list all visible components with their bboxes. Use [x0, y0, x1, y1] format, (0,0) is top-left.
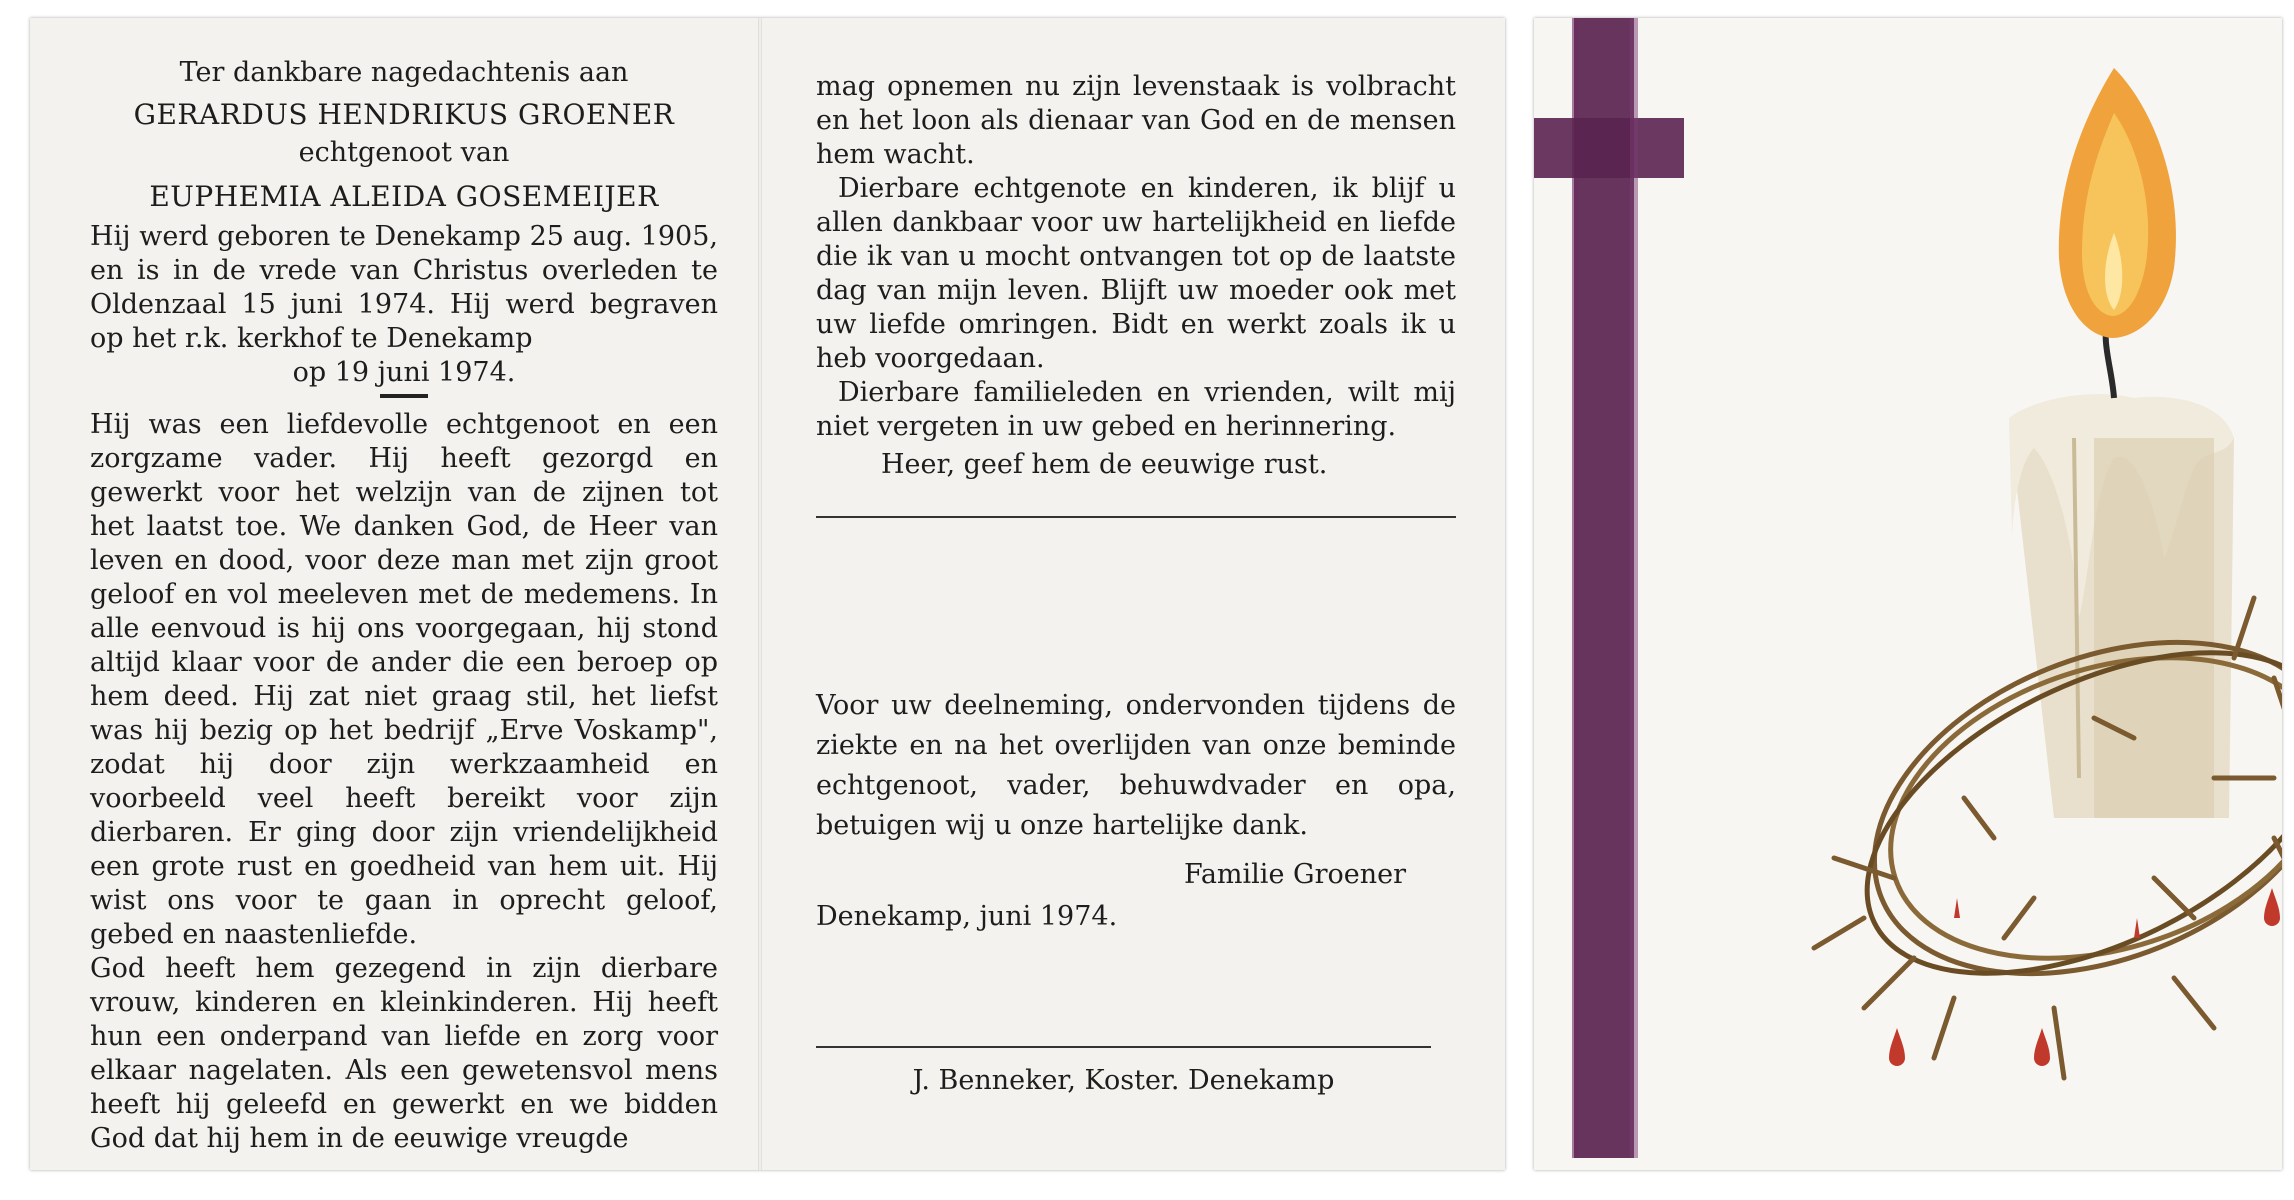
- place-date: Denekamp, juni 1974.: [816, 901, 1118, 932]
- message-friends: Dierbare familieleden en vrienden, wilt mij niet vergeten in uw gebed en herinnering.: [816, 377, 1456, 442]
- memorial-card-inner: [30, 18, 1505, 1170]
- continuation-text: mag opnemen nu zijn levenstaak is volbracht en het loon als dienaar van God en de mensen hem wacht.: [816, 71, 1456, 170]
- middle-panel: [816, 70, 1456, 1098]
- prayer-line: Heer, geef hem de eeuwige rust.: [881, 449, 1328, 480]
- candle: [2009, 394, 2234, 818]
- family-signature: Familie Groener: [1183, 859, 1406, 890]
- printer-credit: J. Benneker, Koster. Denekamp: [912, 1065, 1335, 1096]
- left-panel: [90, 56, 718, 1156]
- burial-date: op 19 juni 1974.: [292, 357, 516, 388]
- memorial-card-front: [1534, 18, 2282, 1170]
- deceased-name: GERARDUS HENDRIKUS GROENER: [133, 98, 675, 131]
- spouse-intro: echtgenoot van: [298, 137, 510, 168]
- dedication-intro: Ter dankbare nagedachtenis aan: [179, 57, 629, 88]
- thanks-text: Voor uw deelneming, ondervonden tijdens de ziekte en na het overlijden van onze beminde echtgenoot, vader, behuwdvader en opa, betuigen wij u onze hartelijke dank.: [816, 690, 1456, 841]
- birth-death-text: Hij werd geboren te Denekamp 25 aug. 1905, en is in de vrede van Christus overleden te Oldenzaal 15 juni 1974. Hij werd begraven op het r.k. kerkhof te Denekamp: [90, 221, 718, 354]
- tribute-text: Hij was een liefdevolle echtgenoot en een zorgzame vader. Hij heeft gezorgd en gewerkt voor het welzijn van de zijnen tot het laatst toe. We danken God, de Heer van leven en dood, voor deze man met zijn groot geloof en vol meeleven met de medemens. In alle eenvoud is hij ons voorgegaan, hij stond altijd klaar voor de ander die een beroep op hem deed. Hij zat niet graag stil, het liefst was hij bezig op het bedrijf „Erve Voskamp", zodat hij door zijn werkzaamheid en voorbeeld veel heeft bereikt voor zijn dierbaren. Er ging door zijn vriendelijkheid een grote rust en goedheid van hem uit. Hij wist ons voor te gaan in oprecht geloof, gebed en naastenliefde.: [90, 409, 718, 950]
- message-family: Dierbare echtgenote en kinderen, ik blijf u allen dankbaar voor uw hartelijkheid en liefde die ik van u mocht ontvangen tot op de laatste dag van mijn leven. Blijft uw moeder ook met uw liefde omringen. Bidt en werkt zoals ik u heb voorgedaan.: [816, 173, 1456, 374]
- card-fold: [758, 18, 762, 1170]
- flame: [2059, 68, 2176, 398]
- divider-top: [816, 516, 1456, 518]
- tribute-text-2: God heeft hem gezegend in zijn dierbare vrouw, kinderen en kleinkinderen. Hij heeft hun een onderpand van liefde en zorg voor elkaar nagelaten. Als een gewetensvol mens heeft hij geleefd en gewerkt en we bidden God dat hij hem in de eeuwige vreugde: [90, 953, 718, 1154]
- divider-bottom: [816, 1046, 1431, 1048]
- candle-illustration: [1534, 18, 2282, 1170]
- separator-dash: [380, 394, 428, 398]
- purple-cross-stripe: [1534, 18, 1684, 1158]
- spouse-name: EUPHEMIA ALEIDA GOSEMEIJER: [149, 180, 659, 213]
